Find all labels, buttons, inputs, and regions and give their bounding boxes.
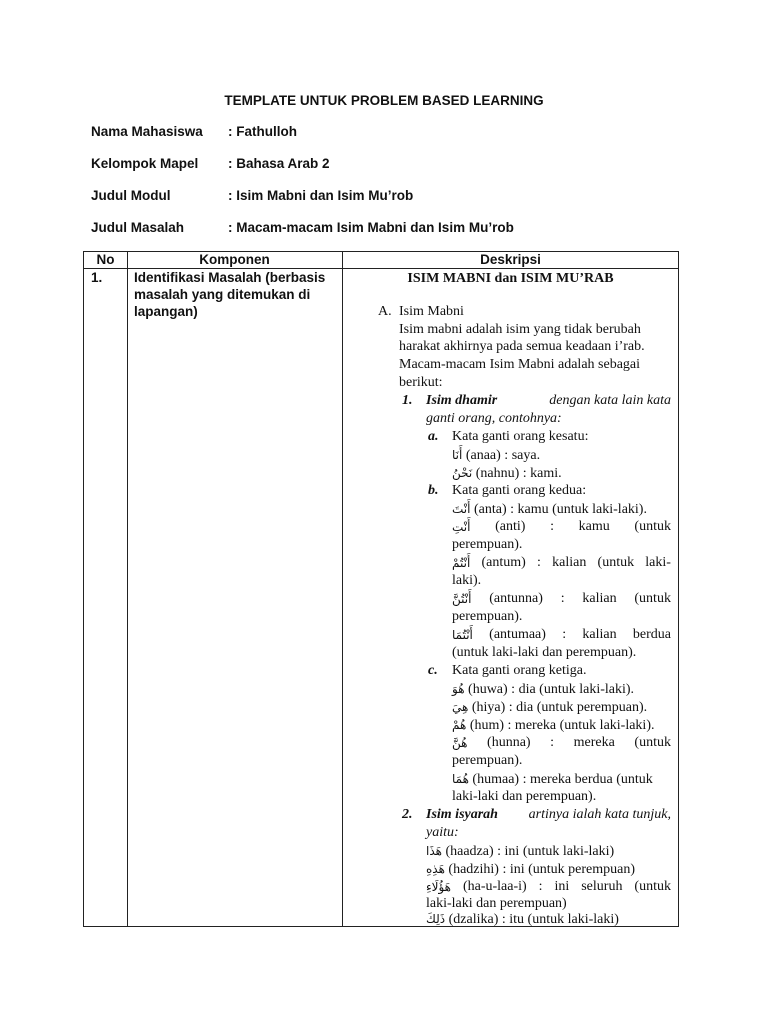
paragraph-line: berikut:	[399, 375, 443, 390]
sub-title: Kata ganti orang kedua:	[452, 483, 587, 498]
pronoun-entry	[452, 518, 671, 536]
header-komponen: Komponen	[199, 252, 270, 267]
entry-continuation: perempuan).	[452, 753, 523, 768]
pronoun-entry	[452, 554, 671, 572]
term: Isim isyarah	[426, 807, 498, 822]
sub-marker: b.	[428, 483, 439, 498]
row-number: 1.	[91, 270, 103, 285]
entry-word: :	[550, 735, 555, 750]
entry-word: (untuk	[634, 735, 671, 750]
header-no: No	[96, 252, 115, 267]
entry-text: (hiya) : dia (untuk perempuan).	[471, 700, 648, 715]
entry-text: (haadza) : ini (untuk laki-laki)	[445, 844, 615, 859]
list-item-text: ganti orang, contohnya:	[426, 411, 562, 426]
meta-label: Judul Modul	[91, 188, 171, 203]
entry-word: (antumaa)	[489, 627, 546, 642]
pronoun-entry	[452, 446, 540, 465]
term-desc: dengan kata lain kata	[549, 393, 671, 408]
header-deskripsi: Deskripsi	[480, 252, 541, 267]
entry-word: :	[550, 519, 554, 534]
demonstrative-entry	[426, 910, 619, 929]
entry-text: (huwa) : dia (untuk laki-laki).	[468, 682, 635, 697]
arabic-word: أَنَا	[452, 448, 463, 462]
arabic-word: أَنْتَ	[452, 502, 471, 516]
arabic-word: نَحْنُ	[452, 466, 473, 480]
entry-word: :	[537, 555, 541, 570]
entry-word: (untuk	[597, 555, 635, 570]
sub-title: Kata ganti orang kesatu:	[452, 429, 589, 444]
entry-text: (anta) : kamu (untuk laki-laki).	[473, 502, 647, 517]
arabic-word: هُوَ	[452, 682, 465, 696]
arabic-word: هَذِهِ	[426, 862, 445, 876]
list-item-isyarah	[426, 806, 671, 824]
demonstrative-entry	[426, 878, 671, 896]
komponen-text: lapangan)	[134, 304, 198, 319]
meta-value: : Isim Mabni dan Isim Mu’rob	[228, 188, 414, 203]
pronoun-entry	[452, 464, 562, 483]
pronoun-entry	[452, 734, 671, 752]
entry-continuation: laki).	[452, 573, 482, 588]
entry-word: :	[560, 591, 565, 606]
column-divider	[342, 252, 343, 926]
pronoun-entry	[452, 626, 671, 644]
sub-marker: c.	[428, 663, 438, 678]
entry-word: laki-	[645, 555, 671, 570]
arabic-word: هُمَا	[452, 772, 469, 786]
entry-word: (antum)	[481, 555, 526, 570]
pronoun-entry	[452, 770, 653, 789]
paragraph-line: harakat akhirnya pada semua keadaan i’rab.	[399, 339, 645, 354]
arabic-word: هُمْ	[452, 718, 467, 732]
entry-text: (hum) : mereka (untuk laki-laki).	[469, 718, 655, 733]
entry-word: :	[562, 627, 567, 642]
pronoun-entry	[452, 500, 647, 519]
entry-word: seluruh	[581, 879, 623, 894]
entry-continuation: laki-laki dan perempuan)	[426, 896, 567, 911]
arabic-word: هُنَّ	[452, 736, 468, 750]
entry-word: kamu	[578, 519, 610, 534]
entry-continuation: perempuan).	[452, 537, 523, 552]
entry-continuation: laki-laki dan perempuan).	[452, 789, 597, 804]
list-number: 1.	[402, 393, 413, 408]
term: Isim dhamir	[426, 393, 498, 408]
entry-word: kalian	[582, 627, 617, 642]
arabic-word: هَؤُلَاءِ	[426, 880, 452, 894]
pronoun-entry	[452, 716, 655, 735]
arabic-word: أَنْتِ	[452, 520, 471, 534]
entry-word: (hunna)	[487, 735, 531, 750]
document-title: TEMPLATE UNTUK PROBLEM BASED LEARNING	[224, 93, 544, 108]
entry-continuation: (untuk laki-laki dan perempuan).	[452, 645, 637, 660]
entry-text: (humaa) : mereka berdua (untuk	[472, 772, 653, 787]
meta-value: : Bahasa Arab 2	[228, 156, 330, 171]
entry-word: kalian	[582, 591, 617, 606]
arabic-word: أَنْتُنَّ	[452, 592, 472, 606]
meta-label: Nama Mahasiswa	[91, 124, 203, 139]
paragraph-line: Macam-macam Isim Mabni adalah sebagai	[399, 357, 641, 372]
column-divider	[127, 252, 128, 926]
entry-word: ini	[554, 879, 570, 894]
komponen-text: masalah yang ditemukan di	[134, 287, 311, 302]
komponen-text: Identifikasi Masalah (berbasis	[134, 270, 326, 285]
paragraph-text: Isim mabni adalah isim yang tidak berubah	[399, 322, 641, 337]
problem-table	[83, 251, 679, 927]
arabic-word: ذَلِكَ	[426, 912, 446, 926]
demonstrative-entry	[426, 842, 614, 861]
section-a-marker: A.	[378, 304, 392, 319]
entry-text: (dzalika) : itu (untuk laki-laki)	[448, 912, 619, 927]
meta-value: : Fathulloh	[228, 124, 297, 139]
pronoun-entry	[452, 698, 647, 717]
list-item-dhamir	[426, 392, 671, 410]
arabic-word: هِيَ	[452, 700, 469, 714]
sub-title: Kata ganti orang ketiga.	[452, 663, 587, 678]
entry-continuation: perempuan).	[452, 609, 523, 624]
arabic-word: أَنْتُمْ	[452, 556, 471, 570]
entry-text: (hadzihi) : ini (untuk perempuan)	[448, 862, 636, 877]
entry-word: kalian	[552, 555, 587, 570]
meta-label: Judul Masalah	[91, 220, 185, 235]
list-item-text: yaitu:	[426, 825, 459, 840]
pronoun-entry	[452, 680, 634, 699]
entry-word: (untuk	[634, 591, 671, 606]
entry-word: berdua	[632, 627, 671, 642]
section-heading: ISIM MABNI dan ISIM MU’RAB	[407, 271, 614, 286]
term-desc: artinya ialah kata tunjuk,	[528, 807, 671, 822]
meta-value: : Macam-macam Isim Mabni dan Isim Mu’rob	[228, 220, 514, 235]
demonstrative-entry	[426, 860, 635, 879]
entry-word: (antunna)	[489, 591, 543, 606]
section-a-title: Isim Mabni	[399, 304, 464, 319]
entry-word: :	[538, 879, 543, 894]
list-number: 2.	[402, 807, 413, 822]
arabic-word: أَنْتُمَا	[452, 628, 473, 642]
entry-text: (nahnu) : kami.	[475, 466, 562, 481]
entry-word: (untuk	[634, 519, 671, 534]
entry-word: (untuk	[634, 879, 671, 894]
entry-word: (ha-u-laa-i)	[462, 879, 527, 894]
meta-label: Kelompok Mapel	[91, 156, 199, 171]
entry-word: (anti)	[495, 519, 526, 534]
paragraph-line	[399, 321, 671, 339]
pronoun-entry	[452, 590, 671, 608]
entry-word: mereka	[573, 735, 615, 750]
sub-marker: a.	[428, 429, 439, 444]
entry-text: (anaa) : saya.	[465, 448, 541, 463]
arabic-word: هَذَا	[426, 844, 442, 858]
